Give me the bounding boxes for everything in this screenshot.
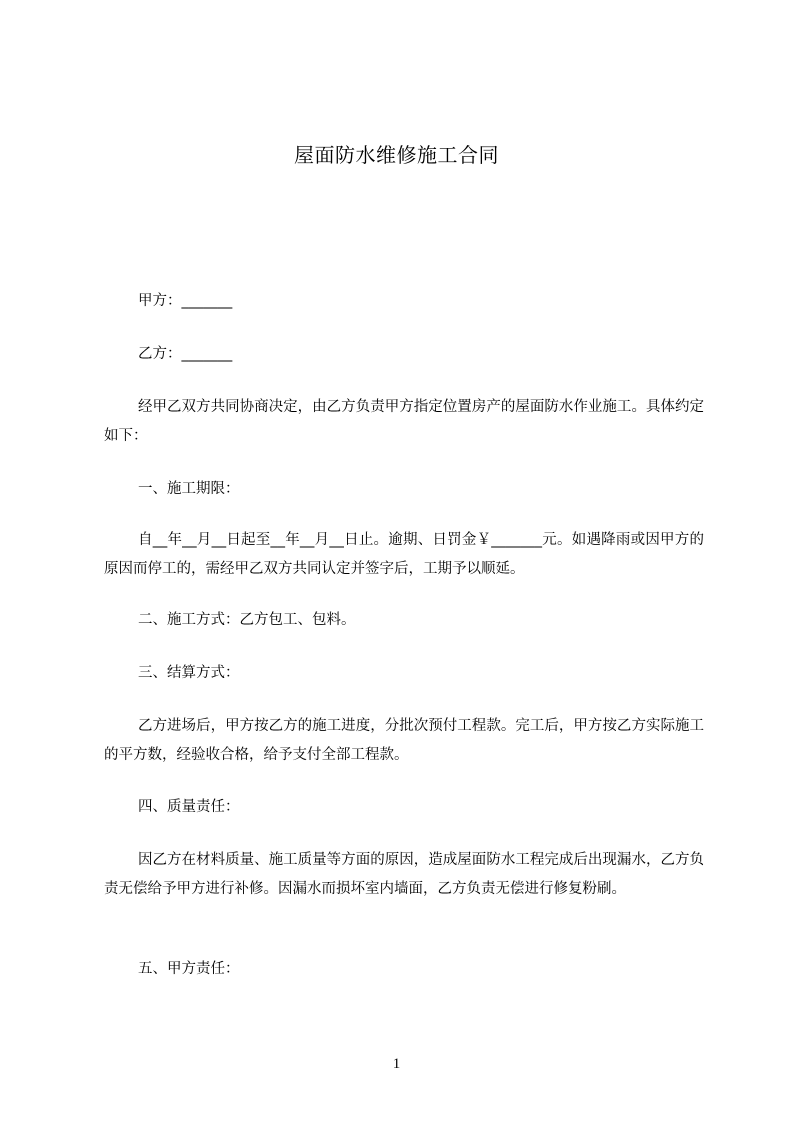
intro-paragraph: 经甲乙双方共同协商决定，由乙方负责甲方指定位置房产的屋面防水作业施工。具体约定如下：	[104, 399, 704, 444]
party-b-line: 乙方：_______	[138, 346, 233, 362]
section-5-heading: 五、甲方责任：	[138, 961, 240, 977]
section-1-heading: 一、施工期限：	[138, 481, 240, 497]
section-3-heading: 三、结算方式：	[138, 665, 240, 681]
section-3-body: 乙方进场后，甲方按乙方的施工进度，分批次预付工程款。完工后，甲方按乙方实际施工的平方数，经验收合格，给予支付全部工程款。	[104, 718, 704, 763]
section-2-heading: 二、施工方式：乙方包工、包料。	[138, 612, 356, 628]
section-4-heading: 四、质量责任：	[138, 799, 240, 815]
section-4-body: 因乙方在材料质量、施工质量等方面的原因，造成屋面防水工程完成后出现漏水，乙方负责无偿给予甲方进行补修。因漏水而损坏室内墙面，乙方负责无偿进行修复粉刷。	[104, 852, 704, 897]
party-a-line: 甲方：_______	[138, 293, 233, 309]
page-number: 1	[392, 1056, 401, 1072]
document-title: 屋面防水维修施工合同	[294, 143, 499, 167]
section-1-body: 自__年__月__日起至__年__月__日止。逾期、日罚金￥_______元。如遇降雨或因甲方的原因而停工的，需经甲乙双方共同认定并签字后，工期予以顺延。	[104, 532, 704, 577]
